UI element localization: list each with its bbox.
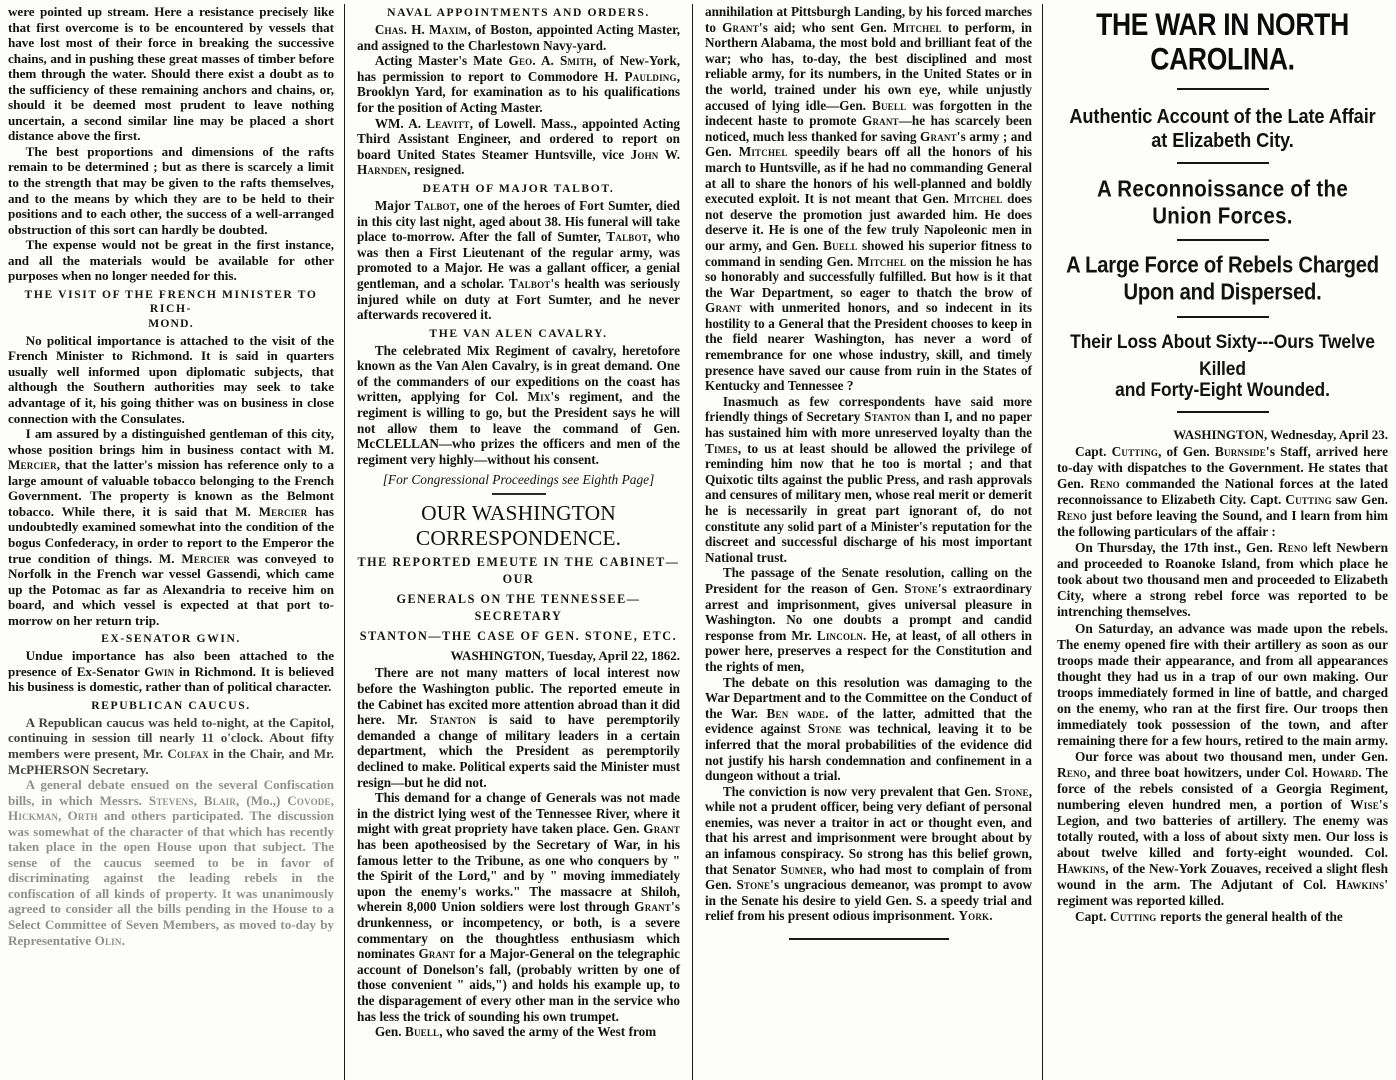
paragraph: Capt. Cutting, of Gen. Burnside's Staff, arrived here to-day with dispatches to the Government. He states that Gen. Reno commanded the National forces at the lated reconnoissance to Elizabeth City. Capt. Cutting saw Gen. Reno just before leaving the Sound, and I learn from him the following particulars of the affair : <box>1057 444 1388 540</box>
paragraph: Capt. Cutting reports the general health of the <box>1075 909 1343 925</box>
proper-name: Colfax <box>167 745 209 761</box>
proper-name: Stone <box>995 783 1029 799</box>
proper-name: Hawkins <box>1057 861 1106 877</box>
column-3 <box>692 4 1042 1080</box>
proper-name: Cutting <box>1285 492 1332 508</box>
subdeck-line-3: STANTON—THE CASE OF GEN. STONE, ETC. <box>359 628 678 643</box>
paragraph: The passage of the Senate resolution, calling on the President for the reason of Gen. Stone's extraordinary arrest and imprisonment, gives universal pleasure in Washington. No one doubts a prompt and candid response from Mr. Lincoln. He, at least, of all others in power here, preserves a respect for the Constitution and the rights of men, <box>705 565 1032 674</box>
proper-name: Reno <box>1057 764 1087 780</box>
proper-name: Mercier <box>258 503 308 519</box>
proper-name: Stanton <box>429 712 477 728</box>
section-heading-french-minister: THE VISIT OF THE FRENCH MINISTER TO RICH- <box>24 287 318 315</box>
section-heading-naval-appointments: NAVAL APPOINTMENTS AND ORDERS. <box>387 6 650 19</box>
headline-subhead-4-line-2: and Forty-Eight Wounded. <box>1115 378 1330 401</box>
proper-name: Lincoln <box>816 627 864 643</box>
proper-name: Mitchel <box>738 144 788 160</box>
proper-name: Stanton <box>864 409 911 425</box>
proper-name: Blair <box>203 792 237 808</box>
article-end-rule <box>789 938 949 940</box>
proper-name: Stone <box>807 721 842 737</box>
divider-rule <box>1177 88 1269 90</box>
column-2 <box>344 4 692 1080</box>
proper-name: York <box>958 908 990 924</box>
proper-name: Covode <box>287 792 331 808</box>
proper-name: Talbot <box>414 197 456 213</box>
proper-name: Chas <box>374 22 404 37</box>
proper-name: Grant <box>705 300 742 316</box>
proper-name: Times <box>705 440 738 456</box>
proper-name: Buell <box>871 97 907 113</box>
proper-name: Orth <box>67 808 98 824</box>
proper-name: Mercier <box>181 550 231 566</box>
paragraph: On Saturday, an advance was made upon the rebels. The enemy opened fire with their artillery as soon as our troops made their appearance, and from all appearances thought they had us in a trap of our own making. Our troops immediately formed in line of battle, and charged on the enemy, who ran at the first fire. Our troops then immediately took possession of the town, and after remaining there for a few hours, retired to the main army. <box>1057 620 1388 748</box>
paragraph: annihilation at Pittsburgh Landing, by his forced marches to Grant's aid; who sent Gen. Mitchel to perform, in Northern Alabama, the most bold and brilliant feat of the war; who has, to-day, the best disciplined and most reliable army, for its numbers, in the United States or in the world, trained under his own eye, while unjustly accused of lying idle—Gen. Buell was forgotten in the indecent haste to promote Grant—he has scarcely been noticed, much less thanked for saving Grant's army ; and Gen. Mitchel speedily bears off all the honors of his march to Huntsville, as if he had no commanding General at all to share the honors of his well-planned and boldly executed exploit. It is not meant that Gen. Mitchel does not deserve the promotion just awarded him. He does deserve it. He is one of the few truly Napoleonic men in our army, and Gen. Buell showed his superior fitness to command in sending Gen. Mitchel on the mission he has so honorably and successfully fulfilled. But how is it that the War Department, so eager to thatch the brow of Grant with unmerited honors, and so indecent in its hostility to a General that the President chooses to keep in the field nearer Washington, has never a word of remembrance for one whose industry, skill, and timely presence have saved our cause from ruin in the States of Kentucky and Tennessee ? <box>705 4 1033 394</box>
paragraph: The best proportions and dimensions of the rafts remain to be determined ; but as there is scarcely a limit to the strength that may be given to the rafts themselves, and to the means by which they are to be held to their positions and to each other, the success of a well-arranged obstruction of this sort can hardly be doubted. <box>8 143 334 237</box>
paragraph: There are not many matters of local interest now before the Washington public. The reported emeute in the Cabinet has excited more attention abroad than it did here. Mr. Stanton is said to have peremptorily demanded a change of military leaders in a certain department, which the President as peremptorily declined to make. Political experts said the Minister must resign—but he did not. <box>357 665 680 790</box>
paragraph: WM. A. Leavitt, of Lowell. Mass., appointed Acting Third Assistant Engineer, and ordered to report on board United States Steamer Huntsville, vice John W. Harnden, resigned. <box>357 115 680 178</box>
section-heading-van-alen-cavalry: THE VAN ALEN CAVALRY. <box>429 326 608 340</box>
proper-name: Stevens <box>148 792 194 808</box>
proper-name: Mix' <box>527 389 555 405</box>
proper-name: Leavitt <box>426 115 470 131</box>
proper-name: Maxim <box>429 22 468 37</box>
proper-name: Burnside' <box>1214 444 1270 459</box>
headline-subhead-2-line-1: A Reconnoissance of the <box>1096 176 1349 202</box>
proper-name: Gwin <box>144 663 175 679</box>
proper-name: Buell <box>404 1024 440 1040</box>
proper-name: Cutting <box>1109 909 1157 925</box>
headline-subhead-3-line-1: A Large Force of Rebels Charged <box>1066 253 1379 279</box>
paragraph: A Republican caucus was held to-night, at the Capitol, continuing in session till nearly 11 o'clock. About fifty members were present, Mr. Colfax in the Chair, and Mr. McPHERSON Secretary. <box>8 714 334 777</box>
paragraph: Major Talbot, one of the heroes of Fort Sumter, died in this city last night, aged about 38. His funeral will take place to-morrow. After the fall of Sumter, Talbot, who was then a First Lieutenant of the regular army, was promoted to a Major. He was a gallant officer, a genial gentleman, and a scholar. Talbot's health was seriously injured while on duty at Fort Sumter, and he never afterwards recovered it. <box>357 197 680 323</box>
proper-name: Ben wade <box>766 705 826 721</box>
headline-subhead-3-line-2: Upon and Dispersed. <box>1123 280 1322 306</box>
proper-name: Harnden <box>357 162 408 178</box>
paragraph: No political importance is attached to the visit of the French Minister to Richmond. It is said in quarters usually well informed upon diplomatic subjects, that although the Southern authorities may seek to take advantage of it, his going thither was on business in close connection with the Consulates. <box>8 332 334 426</box>
proper-name: Grant <box>862 113 899 129</box>
proper-name: Geo <box>508 53 533 69</box>
proper-name: Reno <box>1057 508 1087 524</box>
proper-name: Smith <box>559 53 594 69</box>
subdeck-line-1: THE REPORTED EMEUTE IN THE CABINET—OUR <box>357 554 680 587</box>
section-heading-ex-senator-gwin: EX-SENATOR GWIN. <box>101 632 241 646</box>
proper-name: Sumner <box>780 861 824 877</box>
article-title-washington-correspondence: OUR WASHINGTON CORRESPONDENCE. <box>415 500 622 550</box>
paragraph: This demand for a change of Generals was not made in the district lying west of the Tennessee River, where it might with great propriety have taken place. Gen. Grant has been apotheosised by the Secretary of War, in his famous letter to the Tribune, as one who conquers by " the Spirit of the Lord," and by " moving immediately upon the enemy's works." The massacre at Shiloh, wherein 8,000 Union soldiers were lost through Grant's drunkenness, or incompetency, or both, is a severe commentary on the thoughtless enthusiasm which nominates Grant for a Major-General on the telegraphic account of Donelson's fall, (probably written by one of those convenient " aids,") and holds his example up, to the disparagement of every other man in the service who has less the trick of sounding his own trumpet. <box>357 790 680 1024</box>
proper-name: John <box>630 146 659 162</box>
proper-name: Mitchel <box>892 19 942 35</box>
dateline: WASHINGTON, Wednesday, April 23. <box>1173 427 1388 442</box>
column-4 <box>1042 4 1396 1080</box>
proper-name: Grant' <box>634 899 675 915</box>
paragraph: The expense would not be great in the first instance, and all the materials would be available for other purposes when no longer needed for this. <box>8 237 334 284</box>
proper-name: Reno <box>1277 540 1308 556</box>
section-heading-french-minister-line2: MOND. <box>148 316 194 330</box>
paragraph: The conviction is now very prevalent that Gen. Stone, while not a prudent officer, being very defiant of personal enemies, was never a traitor in act or thought even, and that his arrest and imprisonment were brought about by an infamous conspiracy. So strong has this belief grown, that Senator Sumner, who had most to complain of from Gen. Stone's ungracious demeanor, was prompt to avow in the Senate his desire to yield Gen. S. a speedy trial and relief from his present odious imprisonment. York. <box>705 783 1032 924</box>
paragraph: On Thursday, the 17th inst., Gen. Reno left Newbern and proceeded to Roanoke Island, from which place he took about two thousand men and proceeded to Elizabeth City, where a strong rebel force was reported to be intrenching themselves. <box>1057 540 1388 620</box>
proper-name: Hawkins <box>1336 877 1385 893</box>
divider-rule <box>492 493 546 495</box>
divider-rule <box>1177 162 1269 164</box>
column-1 <box>0 4 344 1080</box>
proper-name: Grant' <box>920 128 961 144</box>
proper-name: Grant <box>643 821 680 837</box>
paragraph: Our force was about two thousand men, under Gen. Reno, and three boat howitzers, under Col. Howard. The force of the rebels consisted of a Georgia Regiment, numbering eleven hundred men, a portion of Wise's Legion, and two batteries of artillery. The enemy was totally routed, with a loss of about sixty men. Our loss is about twelve killed and forty-eight wounded. Col. Hawkins, of the New-York Zouaves, received a slight flesh wound in the arm. The Adjutant of Col. Hawkins' regiment was reported killed. <box>1057 748 1388 909</box>
proper-name: Howard <box>1312 764 1359 780</box>
proper-name: Cutting <box>1111 444 1159 459</box>
paragraph: Acting Master's Mate Geo. A. Smith, of New-York, has permission to report to Commodore H. Paulding, Brooklyn Yard, for examination as to his qualifications for the position of Acting Master. <box>357 53 680 115</box>
proper-name: Talbot' <box>508 275 555 291</box>
headline-subhead-4-line-1: Their Loss About Sixty---Ours Twelve Killed <box>1070 330 1375 380</box>
proper-name: Stone' <box>904 580 942 596</box>
proper-name: Mitchel <box>857 253 907 269</box>
divider-rule <box>1177 239 1269 241</box>
headline-subhead-1-line-1: Authentic Account of the Late Affair <box>1069 105 1376 128</box>
proper-name: Reno <box>1089 476 1120 492</box>
proper-name: Grant <box>418 946 456 962</box>
column-container <box>0 4 1396 1080</box>
section-heading-republican-caucus: REPUBLICAN CAUCUS. <box>91 698 251 712</box>
proper-name: Stone' <box>736 877 775 893</box>
paragraph: Gen. Buell, who saved the army of the West from <box>374 1024 657 1040</box>
proper-name: Paulding <box>624 68 677 84</box>
proper-name: Mitchel <box>953 191 1003 207</box>
dateline: WASHINGTON, Tuesday, April 22, 1862. <box>450 648 680 664</box>
paragraph: Inasmuch as few correspondents have said more friendly things of Secretary Stanton than I, and no paper has sustained him with more unreserved loyalty than the Times, to us at least should be allowed the privilege of reminding him now that he too is mortal ; and that Quixotic tilts against the public Press, and rash approvals and censures of military men, whose real merit or demerit he is necessarily in great part ignorant of, do not constitute any solid part of a Minister's reputation for the discreet and successful discharge of his most important National trust. <box>705 393 1032 565</box>
paragraph: A general debate ensued on the several Confiscation bills, in which Messrs. Stevens, Blair, (Mo.,) Covode, Hickman, Orth and others participated. The discussion was somewhat of the character of that which has recently taken place in the open House upon that subject. The sense of the caucus seemed to be in favor of discriminating against the leading rebels in the confiscation of all kinds of property. It was unanimously agreed to consider all the bills pending in the House to a Select Committee of Seven Members, as moved to-day by Representative Olin. <box>8 777 334 948</box>
paragraph: Undue importance has also been attached to the presence of Ex-Senator Gwin in Richmond. It is believed his business is domestic, rather than of political character. <box>8 648 334 695</box>
proper-name: Olin <box>94 932 122 948</box>
paragraph: I am assured by a distinguished gentleman of this city, whose position brings him in business contact with M. Mercier, that the latter's mission has reference only to a large amount of valuable tobacco belonging to the French Government. The property is known as the Belmont tobacco. While there, it is said that M. Mercier has undoubtedly examined somewhat into the condition of the bogus Confederacy, in order to report to the Emperor the true condition of things. M. Mercier was conveyed to Norfolk in the French war vessel Gassendi, which came up the Potomac as far as Alexandria to receive him on board, and which vessel is expected at that port to-morrow on her return trip. <box>8 426 334 628</box>
paragraph: Chas. H. Maxim, of Boston, appointed Acting Master, and assigned to the Charlestown Navy-yard. <box>357 22 681 53</box>
paragraph: The celebrated Mix Regiment of cavalry, heretofore known as the Van Alen Cavalry, is in great demand. One of the commanders of our expeditions on the coast has written, applying for Col. Mix's regiment, and the regiment is willing to go, but the President says he will not allow them to leave the command of Gen. McCLELLAN—who prizes the officers and men of the regiment very highly—without his consent. <box>357 342 681 467</box>
proper-name: Mercier <box>8 457 57 473</box>
proper-name: Hickman <box>8 808 59 824</box>
paragraph: The debate on this resolution was damaging to the War Department and to the Committee on the Conduct of the War. Ben wade. of the latter, admitted that the evidence against Stone was technical, leaving it to be inferred that the moral probabilities of the evidence did not justify his harsh condemnation and confinement in a dungeon without a trial. <box>705 674 1032 784</box>
proper-name: Grant' <box>722 19 763 35</box>
proper-name: Buell <box>823 237 858 253</box>
headline-deck <box>1057 8 1388 413</box>
headline-main: THE WAR IN NORTH CAROLINA. <box>1096 6 1349 77</box>
proper-name: Talbot <box>606 229 648 245</box>
section-heading-death-of-major-talbot: DEATH OF MAJOR TALBOT. <box>422 181 615 195</box>
headline-subhead-2-line-2: Union Forces. <box>1152 203 1293 229</box>
proper-name: Wise' <box>1350 797 1383 813</box>
paragraph: were pointed up stream. Here a resistance precisely like that first overcome is to be encountered by vessels that have lost most of their force in breaking the successive chains, and in pushing these great masses of timber before them through the water. Should there exist a doubt as to the sufficiency of these remaining anchors and chains, or, should it be deemed most prudent to leave nothing uncertain, a second similar line may be placed a short distance above the first. <box>8 4 334 144</box>
divider-rule <box>1177 411 1269 413</box>
headline-subhead-1-line-2: at Elizabeth City. <box>1151 129 1294 152</box>
divider-rule <box>1177 316 1269 318</box>
congressional-proceedings-note: [For Congressional Proceedings see Eighth Page] <box>382 472 655 488</box>
subdeck-line-2: GENERALS ON THE TENNESSEE—SECRETARY <box>396 591 641 624</box>
